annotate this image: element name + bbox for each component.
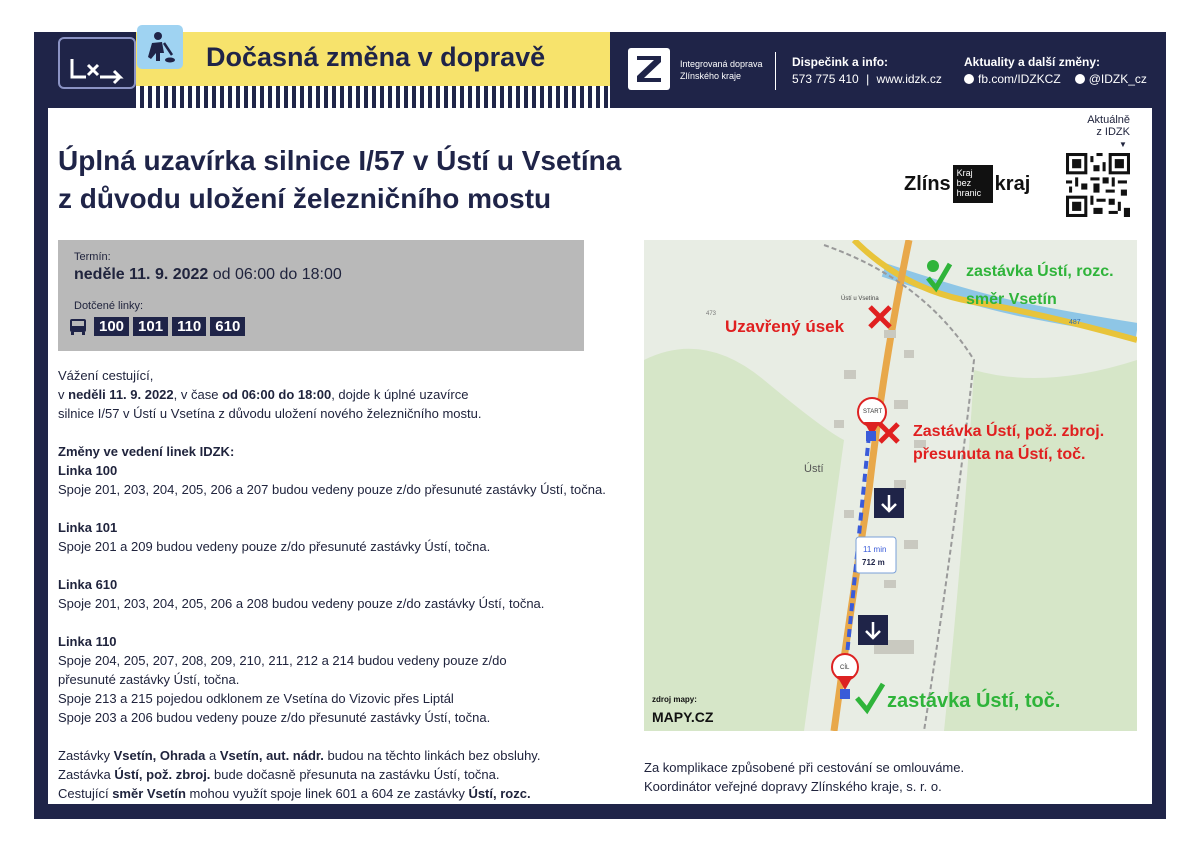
line-badge: 100 bbox=[94, 317, 129, 336]
note-3 bbox=[58, 784, 658, 803]
arrow-down-icon bbox=[858, 615, 888, 645]
line-610-heading-text: Linka 610 bbox=[58, 577, 118, 592]
header-divider bbox=[775, 52, 776, 90]
term-to: 18:00 bbox=[301, 266, 342, 283]
region-logo-box: Kraj bez hranic bbox=[953, 165, 993, 203]
roadwork-icon bbox=[137, 25, 183, 69]
note-1-b: Vsetín, Ohrada bbox=[113, 748, 206, 763]
twitter-link[interactable] bbox=[1075, 72, 1147, 86]
facebook-text: fb.com/IDZKCZ bbox=[978, 72, 1061, 86]
note-3-d: Ústí, rozc. bbox=[468, 786, 531, 801]
map-label-road-number: 487 bbox=[1069, 319, 1081, 326]
map-canvas bbox=[644, 240, 1137, 731]
forest-area bbox=[944, 360, 1137, 731]
map-stop-north-2: směr Vsetín bbox=[966, 291, 1057, 308]
term-label: Termín: bbox=[74, 251, 111, 263]
line-101-text: Spoje 201 a 209 budou vedeny pouze z/do přesunuté zastávky Ústí, točna. bbox=[58, 539, 491, 554]
intro-date: neděli 11. 9. 2022 bbox=[68, 387, 174, 402]
qr-label-line2: z IDZK bbox=[1096, 126, 1130, 138]
notice-body bbox=[58, 366, 658, 803]
notice-type-title: Dočasná změna v dopravě bbox=[206, 42, 546, 72]
note-1 bbox=[58, 746, 658, 765]
line-110-text-3: Spoje 213 a 215 pojedou odklonem ze Vsetína do Vizovic přes Liptál bbox=[58, 691, 454, 706]
walk-time: 11 min bbox=[863, 545, 887, 554]
map-moved-stop-1: Zastávka Ústí, pož. zbroj. bbox=[913, 423, 1105, 440]
affected-lines bbox=[68, 317, 245, 336]
dispatch-label: Dispečink a info: bbox=[792, 55, 889, 69]
note-3-c: mohou využít spoje linek 601 a 604 ze zastávky bbox=[185, 786, 469, 801]
intro-c: , v čase bbox=[173, 387, 223, 402]
changes-heading-text: Změny ve vedení linek IDZK: bbox=[58, 444, 235, 459]
idzk-name-line2: Zlínského kraje bbox=[680, 71, 742, 81]
note-2-a: Zastávka bbox=[58, 767, 115, 782]
closing-text bbox=[644, 758, 964, 796]
line-100-heading-text: Linka 100 bbox=[58, 463, 118, 478]
map-stop-south: zastávka Ústí, toč. bbox=[887, 690, 1061, 712]
line-badge: 101 bbox=[133, 317, 168, 336]
intro-line2: silnice I/57 v Ústí u Vsetína z důvodu uložení nového železničního mostu. bbox=[58, 406, 482, 421]
qr-code[interactable] bbox=[1066, 153, 1130, 217]
line-101-heading-text: Linka 101 bbox=[58, 520, 118, 535]
map-source-label: zdroj mapy: bbox=[652, 695, 697, 704]
facebook-link[interactable] bbox=[964, 72, 1061, 86]
line-610-heading bbox=[58, 575, 658, 594]
end-label: CÍL bbox=[840, 665, 850, 671]
map-label-village: Ústí bbox=[804, 463, 824, 475]
note-1-c: a bbox=[205, 748, 220, 763]
qr-label-line1: Aktuálně bbox=[1087, 114, 1130, 126]
map-stop-north-1: zastávka Ústí, rozc. bbox=[966, 263, 1114, 280]
zlin-region-logo bbox=[904, 165, 1030, 203]
idzk-name bbox=[680, 58, 763, 82]
qr-arrow-icon: ▼ bbox=[1119, 140, 1127, 149]
region-logo-left: Zlíns bbox=[904, 172, 951, 195]
qr-label bbox=[1064, 114, 1130, 138]
dispatch-info bbox=[792, 72, 942, 86]
bus-icon bbox=[68, 319, 88, 335]
line-110-text-1: Spoje 204, 205, 207, 208, 209, 210, 211, 212 a 214 budou vedeny pouze z/do bbox=[58, 653, 507, 668]
line-110-text-4: Spoje 203 a 206 budou vedeny pouze z/do přesunuté zastávky Ústí, točna. bbox=[58, 710, 491, 725]
closing-line2: Koordinátor veřejné dopravy Zlínského kraje, s. r. o. bbox=[644, 779, 942, 794]
detour-icon bbox=[58, 37, 136, 89]
closing-line1: Za komplikace způsobené při cestování se omlouváme. bbox=[644, 760, 965, 775]
bus-stop-icon bbox=[866, 431, 876, 441]
page-title-line2: z důvodu uložení železničního mostu bbox=[58, 183, 552, 214]
map-moved-stop-2: přesunuta na Ústí, toč. bbox=[913, 446, 1086, 463]
route-map[interactable] bbox=[644, 240, 1137, 731]
walk-distance: 712 m bbox=[862, 558, 885, 567]
line-110-heading bbox=[58, 632, 658, 651]
map-label-elevation: 473 bbox=[706, 311, 717, 317]
map-closed-section: Uzavřený úsek bbox=[725, 317, 845, 336]
idzk-name-line1: Integrovaná doprava bbox=[680, 59, 763, 69]
line-badge: 110 bbox=[172, 317, 206, 336]
line-badge: 610 bbox=[210, 317, 245, 336]
term-to-word: do bbox=[275, 266, 302, 283]
header-stripes bbox=[136, 86, 610, 108]
map-label-village-small: Ústí u Vsetína bbox=[841, 296, 879, 302]
twitter-icon bbox=[1075, 74, 1085, 84]
bus-stop-icon bbox=[840, 689, 850, 699]
note-1-e: budou na těchto linkách bez obsluhy. bbox=[323, 748, 541, 763]
note-3-b: směr Vsetín bbox=[112, 786, 186, 801]
page-title-line1: Úplná uzavírka silnice I/57 v Ústí u Vsetína bbox=[58, 145, 622, 176]
idzk-logo-icon bbox=[628, 48, 670, 90]
news-label: Aktuality a další změny: bbox=[964, 55, 1101, 69]
bus-stop-icon bbox=[927, 260, 939, 272]
line-110-text-2: přesunuté zastávky Ústí, točna. bbox=[58, 672, 240, 687]
term-day: neděle 11. 9. 2022 bbox=[74, 266, 209, 283]
twitter-text: @IDZK_cz bbox=[1088, 72, 1147, 86]
map-source-brand: MAPY.CZ bbox=[652, 709, 714, 725]
note-2-c: bude dočasně přesunuta na zastávku Ústí, točna. bbox=[210, 767, 500, 782]
facebook-icon bbox=[964, 74, 974, 84]
page-title bbox=[58, 142, 718, 218]
intro-a: v bbox=[58, 387, 69, 402]
term-value bbox=[74, 266, 342, 284]
start-label: START bbox=[863, 409, 883, 415]
dispatch-web-link[interactable]: www.idzk.cz bbox=[876, 72, 942, 86]
note-3-a: Cestující bbox=[58, 786, 113, 801]
walk-info-box bbox=[856, 537, 896, 573]
intro-line1 bbox=[58, 385, 658, 404]
line-610-text: Spoje 201, 203, 204, 205, 206 a 208 budou vedeny pouze z/do zastávky Ústí, točna. bbox=[58, 596, 545, 611]
term-from: 06:00 bbox=[235, 266, 276, 283]
term-mid: od bbox=[208, 266, 236, 283]
line-100-text: Spoje 201, 203, 204, 205, 206 a 207 budou vedeny pouze z/do přesunuté zastávky Ústí, točna. bbox=[58, 482, 606, 497]
note-1-a: Zastávky bbox=[58, 748, 114, 763]
note-2 bbox=[58, 765, 658, 784]
social-links bbox=[964, 72, 1147, 86]
note-2-b: Ústí, pož. zbroj. bbox=[114, 767, 211, 782]
note-1-d: Vsetín, aut. nádr. bbox=[219, 748, 324, 763]
changes-heading bbox=[58, 442, 658, 461]
greeting: Vážení cestující, bbox=[58, 368, 154, 383]
intro-time: od 06:00 do 18:00 bbox=[222, 387, 332, 402]
intro-e: , dojde k úplné uzavírce bbox=[331, 387, 469, 402]
info-box bbox=[58, 240, 584, 351]
line-110-heading-text: Linka 110 bbox=[58, 634, 117, 649]
line-101-heading bbox=[58, 518, 658, 537]
region-logo-right: kraj bbox=[994, 172, 1031, 195]
arrow-down-icon bbox=[874, 488, 904, 518]
dispatch-separator: | bbox=[866, 72, 870, 86]
lines-label: Dotčené linky: bbox=[74, 300, 144, 312]
line-100-heading bbox=[58, 461, 658, 480]
dispatch-phone[interactable]: 573 775 410 bbox=[792, 72, 859, 86]
